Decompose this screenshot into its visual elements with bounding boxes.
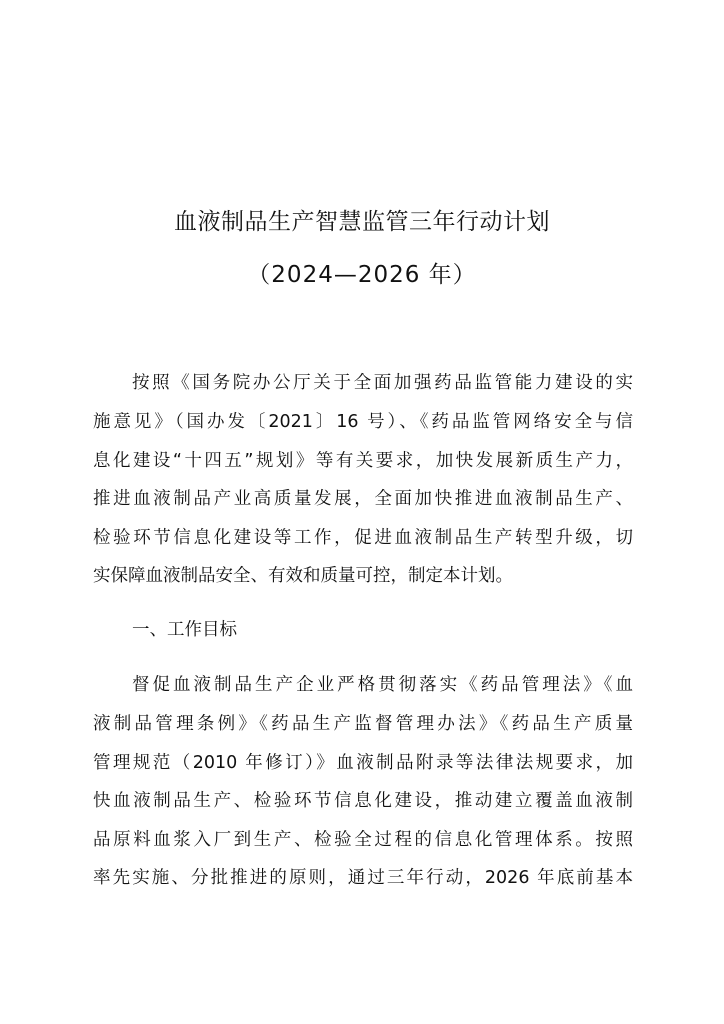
paragraph-line: 息化建设“十四五”规划》等有关要求，加快发展新质生产力，: [93, 451, 633, 471]
paragraph-line: 管理规范（2010 年修订）》血液制品附录等法律法规要求，加: [93, 753, 633, 773]
paragraph-line: 督促血液制品生产企业严格贯彻落实《药品管理法》《血: [132, 675, 633, 695]
paragraph-line: 实保障血液制品安全、有效和质量可控，制定本计划。: [93, 566, 513, 586]
paragraph-line: 检验环节信息化建设等工作，促进血液制品生产转型升级，切: [93, 528, 633, 548]
paragraph-line: 推进血液制品产业高质量发展，全面加快推进血液制品生产、: [93, 489, 633, 509]
paragraph-line: 按照《国务院办公厅关于全面加强药品监管能力建设的实: [132, 373, 633, 393]
paragraph-line: 品原料血浆入厂到生产、检验全过程的信息化管理体系。按照: [93, 830, 633, 850]
document-subtitle: （2024—2026 年）: [247, 262, 477, 288]
paragraph-line: 施意见》（国办发〔2021〕16 号）、《药品监管网络安全与信: [93, 412, 633, 432]
paragraph-line: 液制品管理条例》《药品生产监督管理办法》《药品生产质量: [93, 714, 633, 734]
section-heading: 一、工作目标: [132, 620, 237, 640]
paragraph-line: 快血液制品生产、检验环节信息化建设，推动建立覆盖血液制: [93, 791, 633, 811]
document-title: 血液制品生产智慧监管三年行动计划: [174, 209, 550, 235]
paragraph-line: 率先实施、分批推进的原则，通过三年行动，2026 年底前基本: [93, 868, 633, 888]
